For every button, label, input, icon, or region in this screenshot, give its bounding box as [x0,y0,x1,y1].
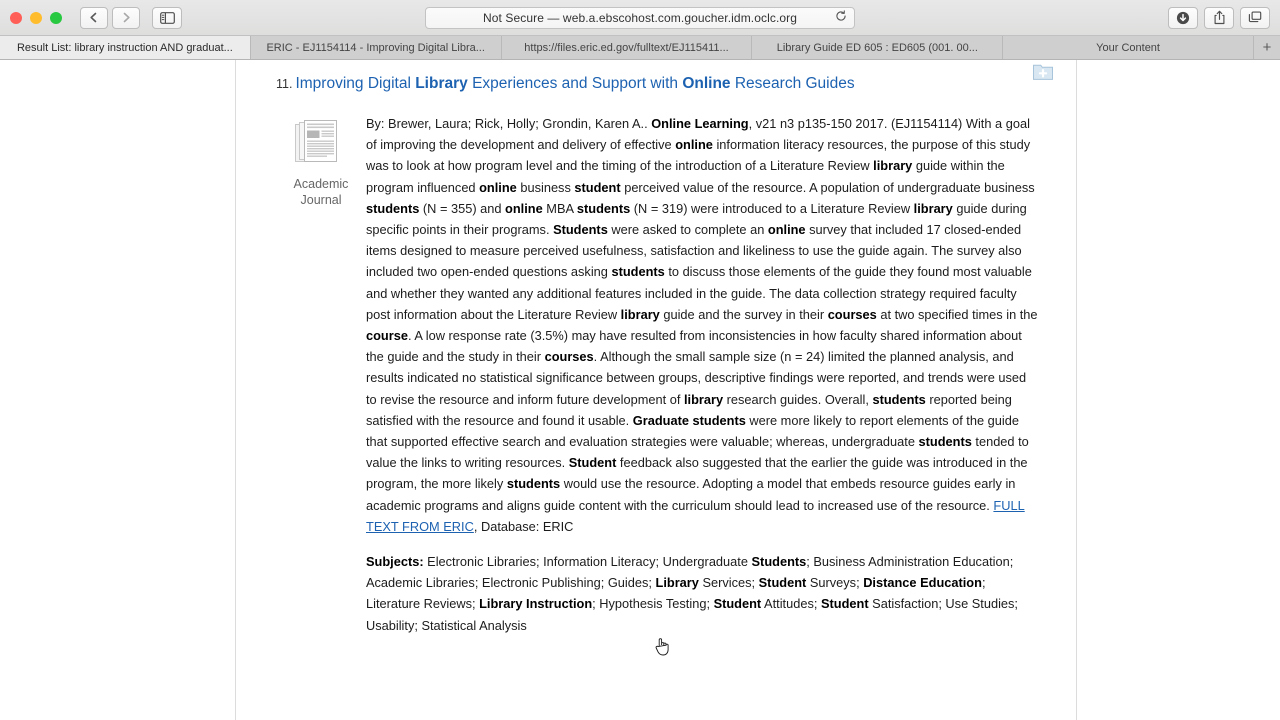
abstract-run-29: courses [544,349,594,365]
abstract-run-42: would use the resource. Adopting a model that embeds resource guides early in academic programs and aligns guide content with the curriculum should lead to increased use of the resource. [366,476,1016,513]
abstract-run-13: students [576,200,631,216]
tabs-overview-icon [1248,11,1262,24]
address-bar[interactable] [425,7,855,29]
record-title-text [295,75,854,92]
abstract-run-35: Graduate students [632,412,746,428]
academic-journal-icon [293,117,349,165]
citation-journal: Online Learning [651,116,749,131]
navigation-buttons [80,7,140,29]
abstract-run-21: students [611,264,665,280]
abstract-run-28: . A low response rate (3.5%) may have resulted from inconsistencies in how faculty shared information about the guide and the study in their [366,328,1022,365]
abstract-run-25: courses [827,306,877,322]
add-to-folder-icon [1032,62,1054,82]
sidebar-toggle-button[interactable] [152,7,182,29]
abstract-run-1: online [675,137,713,153]
left-gutter-column [0,60,236,720]
mouse-cursor [654,637,670,657]
add-to-folder-button[interactable] [1032,62,1054,82]
tab-title: Your Content [1096,41,1160,54]
new-tab-button[interactable] [1254,36,1280,59]
reload-icon [835,10,847,22]
right-gutter-column [1077,60,1280,720]
tab-0[interactable] [0,36,251,59]
record-number: 11. [276,77,293,91]
chevron-right-icon [120,11,132,24]
abstract-text [366,116,1038,513]
record-title [276,72,1040,96]
subject-run-11: Student [713,596,762,612]
abstract-run-40: feedback also suggested that the earlier the guide was introduced in the program, the more likely [366,455,1028,492]
abstract-run-3: library [873,158,913,174]
tab-3[interactable] [752,36,1003,59]
subject-run-5: Student [758,575,807,591]
browser-toolbar [0,0,1280,36]
title-run-3: Online [682,75,731,92]
abstract-run-0: With a goal of improving the development and delivery of effective [366,116,1030,153]
chevron-left-icon [88,11,100,24]
close-window-button[interactable] [10,12,22,24]
subject-run-0: Electronic Libraries; Information Literacy; Undergraduate [423,554,752,570]
toolbar-right-buttons [1168,7,1270,29]
subject-run-7: Distance Education [863,575,982,591]
record-subjects [366,551,1040,636]
sidebar-icon [160,12,175,24]
tab-overview-button[interactable] [1240,7,1270,29]
abstract-run-39: Student [568,455,617,471]
title-run-1: Library [415,75,468,92]
new-tab-label: + [1262,39,1272,56]
tab-1[interactable] [251,36,502,59]
abstract-run-22: to discuss those elements of the guide they found most valuable and whether they wanted any additional features included in the guide. The data collection strategy required faculty post information about the Literature Review [366,264,1032,322]
citation-details: , v21 n3 p135-150 2017. (EJ1154114) [748,116,963,131]
abstract-run-2: information literacy resources, the purpose of this study was to look at how program level and the timing of the introduction of a Literature Review [366,137,1031,174]
subject-run-9: Library Instruction [479,596,593,612]
abstract-run-14: (N = 319) were introduced to a Literature Review [630,200,914,216]
abstract-run-6: business [516,179,575,195]
abstract-run-12: MBA [542,200,577,216]
abstract-run-8: perceived value of the resource. A population of undergraduate business [620,179,1035,195]
record-body [276,113,1040,636]
subject-run-3: Library [655,575,699,591]
abstract-run-32: research guides. Overall, [723,391,873,407]
share-button[interactable] [1204,7,1234,29]
reload-button[interactable] [835,9,847,27]
abstract-run-17: Students [553,222,608,238]
address-bar-container [0,7,1280,29]
tab-2[interactable] [502,36,753,59]
record-title-link[interactable] [295,75,854,92]
abstract-run-18: were asked to complete an [607,222,768,238]
window-controls [10,12,62,24]
title-run-0: Improving Digital [295,75,416,92]
abstract-run-31: library [683,391,724,407]
title-run-4: Research Guides [730,75,855,92]
abstract-run-15: library [913,200,953,216]
subject-run-10: ; Hypothesis Testing; [592,596,714,612]
abstract-run-37: students [918,434,972,450]
abstract-run-4: guide within the program influenced [366,158,1005,195]
tab-title: https://files.eric.ed.gov/fulltext/EJ115411... [524,41,729,54]
subjects-text [366,554,1018,633]
download-icon [1176,11,1190,25]
abstract-run-26: at two specified times in the [876,306,1038,322]
main-result-column [236,60,1077,720]
subject-run-4: Services; [698,575,759,591]
subject-run-2: ; Business Administration Education; Academic Libraries; Electronic Publishing; Guides; [366,554,1014,591]
abstract-run-34: reported being satisfied with the resource and found it usable. [366,391,1012,428]
back-button[interactable] [80,7,108,29]
page-content [0,60,1280,720]
abstract-run-38: tended to value the links to writing resources. [366,434,1029,471]
abstract-run-9: students [366,200,420,216]
forward-button[interactable] [112,7,140,29]
document-type-label: Academic Journal [293,177,349,207]
tab-title: Library Guide ED 605 : ED605 (001. 00... [776,41,978,54]
abstract-run-11: online [505,200,543,216]
abstract-run-7: student [574,179,621,195]
subject-run-1: Students [751,554,807,570]
minimize-window-button[interactable] [30,12,42,24]
abstract-run-5: online [479,179,517,195]
abstract-run-33: students [872,391,926,407]
subjects-label: Subjects: [366,554,424,570]
tab-title: ERIC - EJ1154114 - Improving Digital Libra... [266,41,485,54]
full-text-from-eric-link[interactable]: FULL TEXT FROM ERIC [366,497,1025,534]
tab-4[interactable] [1003,36,1254,59]
abstract-run-23: library [620,306,660,322]
pointing-hand-cursor-icon [654,637,670,657]
abstract-run-36: were more likely to report elements of the guide that supported effective search and evaluation strategies were valuable; whereas, undergraduate [366,412,1019,450]
record-detail [236,60,1076,636]
title-run-2: Experiences and Support with [467,75,683,92]
record-abstract [366,113,1040,636]
abstract-run-24: guide and the survey in their [659,306,828,322]
abstract-run-41: students [506,476,561,492]
zoom-window-button[interactable] [50,12,62,24]
citation-authors: By: Brewer, Laura; Rick, Holly; Grondin, Karen A.. [366,116,648,131]
abstract-run-30: . Although the small sample size (n = 24) limited the planned analysis, and results indicated no statistical significance between groups, descriptive findings were reported, and trends were used to revise the resource and inform future development of [366,349,1027,407]
document-type [276,113,366,636]
abstract-run-10: (N = 355) and [419,200,506,216]
tab-bar [0,36,1280,60]
abstract-run-16: guide during specific points in their programs. [366,200,1027,238]
subject-run-6: Surveys; [806,575,864,591]
abstract-run-20: survey that included 17 closed-ended items designed to measure perceived usefulness, satisfaction and likeliness to use the guide again. The survey also included two open-ended questions asking [366,222,1022,280]
database-text: , Database: ERIC [473,518,574,534]
downloads-button[interactable] [1168,7,1198,29]
subject-run-12: Attitudes; [761,596,821,612]
abstract-run-27: course [366,328,408,344]
subject-run-13: Student [820,596,869,612]
subject-run-8: ; Literature Reviews; [366,575,986,612]
address-bar-text: Not Secure — web.a.ebscohost.com.goucher.idm.oclc.org [482,10,798,25]
tab-title: Result List: library instruction AND graduat... [16,41,233,54]
abstract-run-19: online [767,222,806,238]
share-icon [1213,10,1226,25]
subject-run-14: Satisfaction; Use Studies; Usability; Statistical Analysis [366,596,1018,633]
